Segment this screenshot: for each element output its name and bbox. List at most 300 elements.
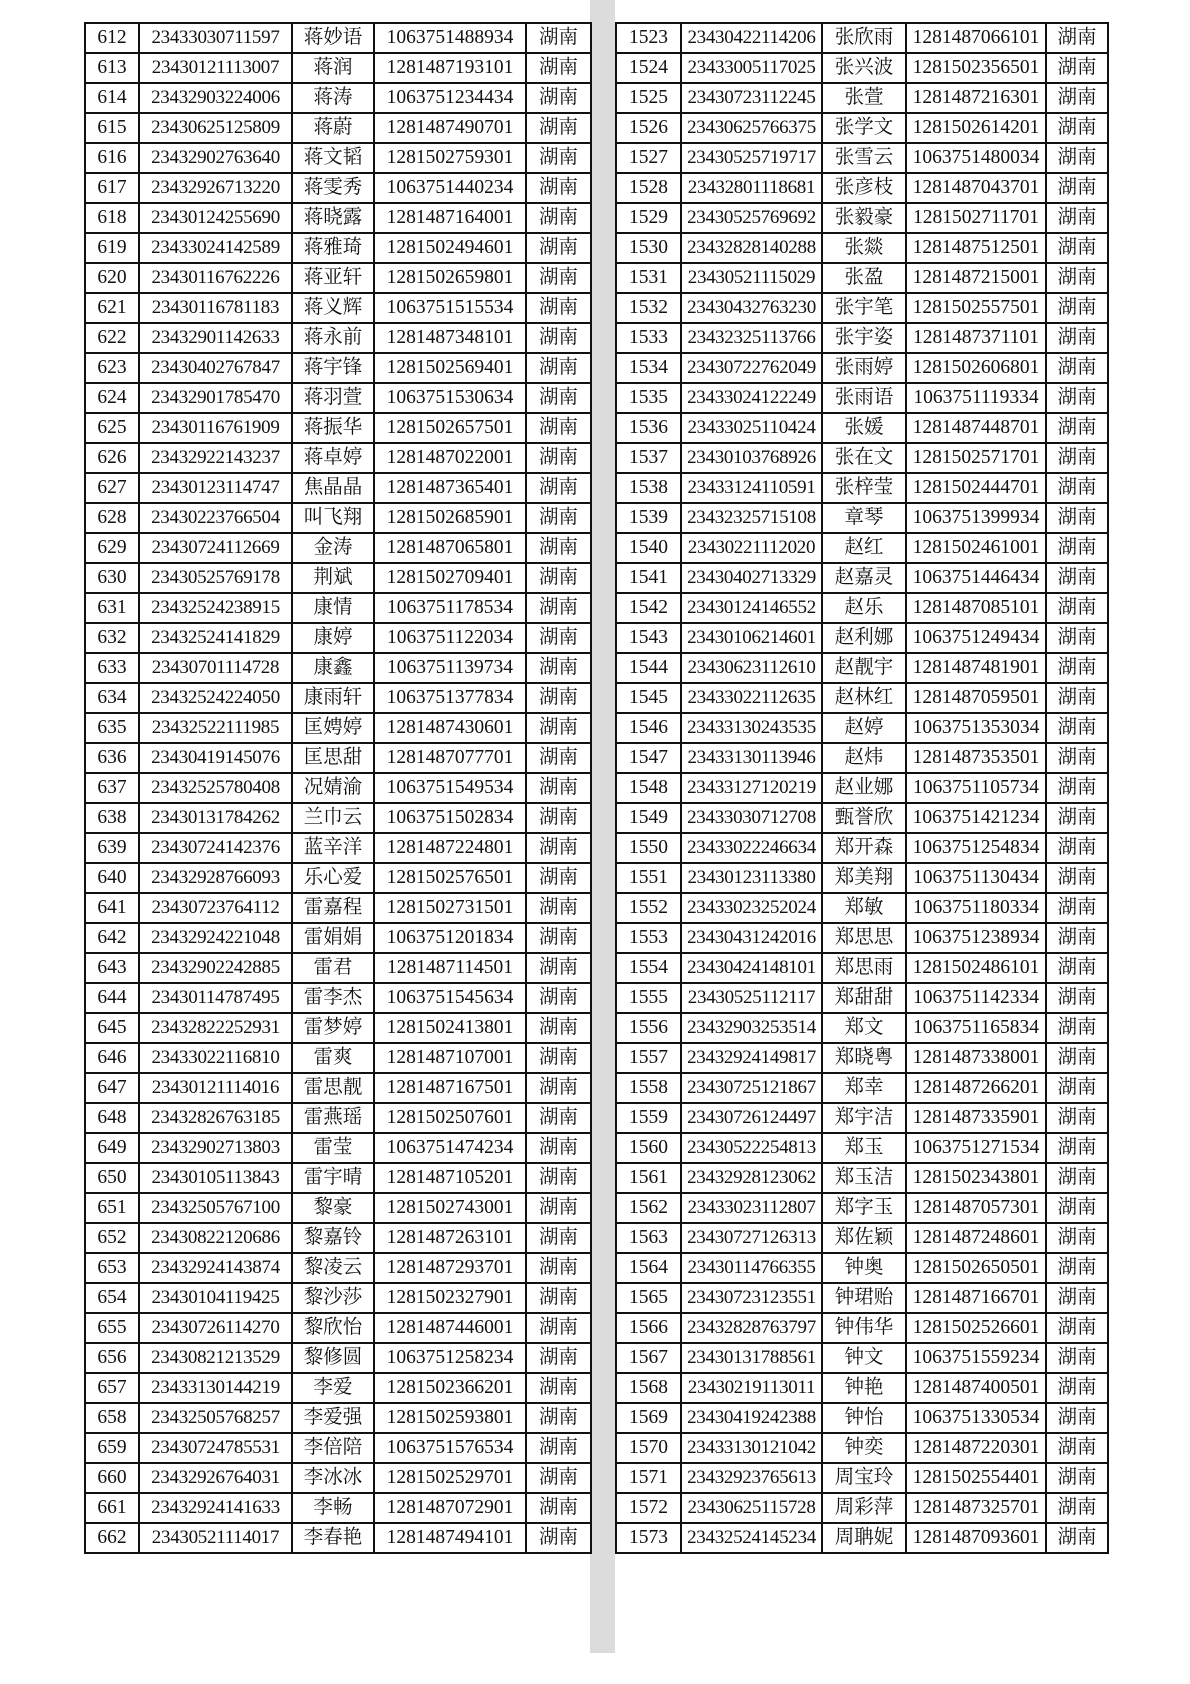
student-name-cell: 郑开森 — [822, 833, 906, 863]
province-cell: 湖南 — [1046, 353, 1108, 383]
table-row — [85, 743, 591, 773]
province-cell: 湖南 — [526, 533, 591, 563]
ticket-code-cell: 1281502413801 — [374, 1013, 526, 1043]
table-row — [616, 383, 1108, 413]
table-row — [85, 113, 591, 143]
exam-id-cell: 23430114766355 — [681, 1253, 822, 1283]
table-row — [85, 803, 591, 833]
province-cell: 湖南 — [526, 473, 591, 503]
student-name-cell: 张兴波 — [822, 53, 906, 83]
exam-id-cell: 23430822120686 — [139, 1223, 292, 1253]
row-number-cell: 1534 — [616, 353, 681, 383]
ticket-code-cell: 1063751249434 — [906, 623, 1046, 653]
table-row — [616, 1463, 1108, 1493]
table-row — [85, 893, 591, 923]
student-name-cell: 郑宇洁 — [822, 1103, 906, 1133]
ticket-code-cell: 1063751142334 — [906, 983, 1046, 1013]
row-number-cell: 1524 — [616, 53, 681, 83]
row-number-cell: 636 — [85, 743, 139, 773]
exam-id-cell: 23432924143874 — [139, 1253, 292, 1283]
table-row — [85, 1253, 591, 1283]
exam-id-cell: 23433022246634 — [681, 833, 822, 863]
student-name-cell: 黎嘉铃 — [292, 1223, 374, 1253]
row-number-cell: 1560 — [616, 1133, 681, 1163]
exam-id-cell: 23430402767847 — [139, 353, 292, 383]
student-name-cell: 郑思雨 — [822, 953, 906, 983]
student-name-cell: 周宝玲 — [822, 1463, 906, 1493]
student-name-cell: 章琴 — [822, 503, 906, 533]
province-cell: 湖南 — [526, 683, 591, 713]
province-cell: 湖南 — [526, 803, 591, 833]
student-name-cell: 雷宇晴 — [292, 1163, 374, 1193]
table-row — [616, 773, 1108, 803]
row-number-cell: 655 — [85, 1313, 139, 1343]
province-cell: 湖南 — [1046, 893, 1108, 923]
province-cell: 湖南 — [526, 323, 591, 353]
province-cell: 湖南 — [1046, 383, 1108, 413]
table-row — [85, 413, 591, 443]
row-number-cell: 1557 — [616, 1043, 681, 1073]
student-name-cell: 张雨婷 — [822, 353, 906, 383]
table-row — [85, 1313, 591, 1343]
table-row — [85, 653, 591, 683]
province-cell: 湖南 — [1046, 1223, 1108, 1253]
student-name-cell: 雷燕瑶 — [292, 1103, 374, 1133]
row-number-cell: 619 — [85, 233, 139, 263]
province-cell: 湖南 — [526, 953, 591, 983]
province-cell: 湖南 — [526, 1283, 591, 1313]
ticket-code-cell: 1281487400501 — [906, 1373, 1046, 1403]
ticket-code-cell: 1281487293701 — [374, 1253, 526, 1283]
left-roster-table — [84, 22, 592, 1554]
table-row — [616, 1193, 1108, 1223]
student-name-cell: 康雨轩 — [292, 683, 374, 713]
table-row — [616, 833, 1108, 863]
province-cell: 湖南 — [526, 1223, 591, 1253]
student-name-cell: 李畅 — [292, 1493, 374, 1523]
province-cell: 湖南 — [526, 1463, 591, 1493]
province-cell: 湖南 — [526, 743, 591, 773]
row-number-cell: 1568 — [616, 1373, 681, 1403]
ticket-code-cell: 1281502759301 — [374, 143, 526, 173]
exam-id-cell: 23432926764031 — [139, 1463, 292, 1493]
exam-id-cell: 23430625766375 — [681, 113, 822, 143]
province-cell: 湖南 — [1046, 953, 1108, 983]
row-number-cell: 1536 — [616, 413, 681, 443]
ticket-code-cell: 1281502685901 — [374, 503, 526, 533]
row-number-cell: 615 — [85, 113, 139, 143]
table-row — [85, 923, 591, 953]
province-cell: 湖南 — [1046, 863, 1108, 893]
ticket-code-cell: 1281487215001 — [906, 263, 1046, 293]
ticket-code-cell: 1281502444701 — [906, 473, 1046, 503]
student-name-cell: 康婷 — [292, 623, 374, 653]
row-number-cell: 1554 — [616, 953, 681, 983]
exam-id-cell: 23430525769178 — [139, 563, 292, 593]
ticket-code-cell: 1281487193101 — [374, 53, 526, 83]
exam-id-cell: 23430424148101 — [681, 953, 822, 983]
student-name-cell: 蒋涛 — [292, 83, 374, 113]
table-row — [616, 1403, 1108, 1433]
ticket-code-cell: 1063751119334 — [906, 383, 1046, 413]
row-number-cell: 622 — [85, 323, 139, 353]
exam-id-cell: 23430124255690 — [139, 203, 292, 233]
student-name-cell: 钟怡 — [822, 1403, 906, 1433]
ticket-code-cell: 1281487430601 — [374, 713, 526, 743]
province-cell: 湖南 — [526, 53, 591, 83]
province-cell: 湖南 — [526, 1523, 591, 1553]
ticket-code-cell: 1281487494101 — [374, 1523, 526, 1553]
table-row — [616, 1163, 1108, 1193]
ticket-code-cell: 1281502576501 — [374, 863, 526, 893]
exam-id-cell: 23430821213529 — [139, 1343, 292, 1373]
ticket-code-cell: 1063751178534 — [374, 593, 526, 623]
row-number-cell: 1558 — [616, 1073, 681, 1103]
exam-id-cell: 23433023112807 — [681, 1193, 822, 1223]
ticket-code-cell: 1281487481901 — [906, 653, 1046, 683]
exam-id-cell: 23430419145076 — [139, 743, 292, 773]
table-row — [616, 983, 1108, 1013]
province-cell: 湖南 — [1046, 1343, 1108, 1373]
ticket-code-cell: 1281502461001 — [906, 533, 1046, 563]
student-name-cell: 雷娟娟 — [292, 923, 374, 953]
table-row — [85, 1163, 591, 1193]
exam-id-cell: 23432902713803 — [139, 1133, 292, 1163]
row-number-cell: 1535 — [616, 383, 681, 413]
table-row — [85, 173, 591, 203]
table-row — [616, 623, 1108, 653]
table-row — [616, 1283, 1108, 1313]
ticket-code-cell: 1281487371101 — [906, 323, 1046, 353]
student-name-cell: 郑字玉 — [822, 1193, 906, 1223]
right-table-body — [616, 23, 1108, 1553]
student-name-cell: 李爱 — [292, 1373, 374, 1403]
table-row — [85, 1373, 591, 1403]
student-name-cell: 匡思甜 — [292, 743, 374, 773]
exam-id-cell: 23432524145234 — [681, 1523, 822, 1553]
province-cell: 湖南 — [1046, 1403, 1108, 1433]
table-row — [616, 653, 1108, 683]
province-cell: 湖南 — [1046, 143, 1108, 173]
ticket-code-cell: 1281502569401 — [374, 353, 526, 383]
row-number-cell: 1553 — [616, 923, 681, 953]
exam-id-cell: 23430121114016 — [139, 1073, 292, 1103]
exam-id-cell: 23432928123062 — [681, 1163, 822, 1193]
table-row — [616, 923, 1108, 953]
ticket-code-cell: 1063751559234 — [906, 1343, 1046, 1373]
exam-id-cell: 23433022112635 — [681, 683, 822, 713]
exam-id-cell: 23430422114206 — [681, 23, 822, 53]
exam-id-cell: 23433130144219 — [139, 1373, 292, 1403]
student-name-cell: 张雪云 — [822, 143, 906, 173]
ticket-code-cell: 1281502507601 — [374, 1103, 526, 1133]
table-row — [616, 1313, 1108, 1343]
row-number-cell: 614 — [85, 83, 139, 113]
student-name-cell: 雷嘉程 — [292, 893, 374, 923]
exam-id-cell: 23432325113766 — [681, 323, 822, 353]
exam-id-cell: 23432524224050 — [139, 683, 292, 713]
exam-id-cell: 23432828140288 — [681, 233, 822, 263]
ticket-code-cell: 1281487167501 — [374, 1073, 526, 1103]
province-cell: 湖南 — [526, 1043, 591, 1073]
row-number-cell: 1529 — [616, 203, 681, 233]
province-cell: 湖南 — [526, 173, 591, 203]
exam-id-cell: 23433023252024 — [681, 893, 822, 923]
province-cell: 湖南 — [1046, 533, 1108, 563]
province-cell: 湖南 — [526, 1013, 591, 1043]
exam-id-cell: 23430103768926 — [681, 443, 822, 473]
exam-id-cell: 23430724142376 — [139, 833, 292, 863]
table-row — [85, 353, 591, 383]
student-name-cell: 蒋蔚 — [292, 113, 374, 143]
table-row — [85, 203, 591, 233]
student-name-cell: 张媛 — [822, 413, 906, 443]
row-number-cell: 624 — [85, 383, 139, 413]
exam-id-cell: 23433022116810 — [139, 1043, 292, 1073]
province-cell: 湖南 — [526, 293, 591, 323]
exam-id-cell: 23432926713220 — [139, 173, 292, 203]
exam-id-cell: 23430623112610 — [681, 653, 822, 683]
province-cell: 湖南 — [526, 233, 591, 263]
province-cell: 湖南 — [1046, 83, 1108, 113]
table-row — [616, 743, 1108, 773]
student-name-cell: 张宇笔 — [822, 293, 906, 323]
table-row — [85, 713, 591, 743]
row-number-cell: 631 — [85, 593, 139, 623]
student-name-cell: 赵婷 — [822, 713, 906, 743]
exam-id-cell: 23432524238915 — [139, 593, 292, 623]
province-cell: 湖南 — [1046, 983, 1108, 1013]
ticket-code-cell: 1281487335901 — [906, 1103, 1046, 1133]
province-cell: 湖南 — [1046, 593, 1108, 623]
row-number-cell: 1541 — [616, 563, 681, 593]
ticket-code-cell: 1281502571701 — [906, 443, 1046, 473]
ticket-code-cell: 1281502731501 — [374, 893, 526, 923]
student-name-cell: 蒋亚轩 — [292, 263, 374, 293]
table-row — [85, 983, 591, 1013]
row-number-cell: 621 — [85, 293, 139, 323]
table-row — [85, 1493, 591, 1523]
province-cell: 湖南 — [1046, 203, 1108, 233]
row-number-cell: 1559 — [616, 1103, 681, 1133]
province-cell: 湖南 — [1046, 1163, 1108, 1193]
exam-id-cell: 23432924221048 — [139, 923, 292, 953]
row-number-cell: 1570 — [616, 1433, 681, 1463]
student-name-cell: 钟伟华 — [822, 1313, 906, 1343]
student-name-cell: 蒋义辉 — [292, 293, 374, 323]
province-cell: 湖南 — [526, 1343, 591, 1373]
row-number-cell: 1563 — [616, 1223, 681, 1253]
exam-id-cell: 23432801118681 — [681, 173, 822, 203]
table-row — [616, 323, 1108, 353]
table-row — [85, 263, 591, 293]
exam-id-cell: 23432903253514 — [681, 1013, 822, 1043]
student-name-cell: 李倍陪 — [292, 1433, 374, 1463]
student-name-cell: 焦晶晶 — [292, 473, 374, 503]
exam-id-cell: 23430525112117 — [681, 983, 822, 1013]
student-name-cell: 张燚 — [822, 233, 906, 263]
ticket-code-cell: 1281487263101 — [374, 1223, 526, 1253]
ticket-code-cell: 1281502657501 — [374, 413, 526, 443]
table-row — [85, 143, 591, 173]
ticket-code-cell: 1281487248601 — [906, 1223, 1046, 1253]
province-cell: 湖南 — [1046, 623, 1108, 653]
province-cell: 湖南 — [526, 383, 591, 413]
row-number-cell: 1567 — [616, 1343, 681, 1373]
row-number-cell: 1562 — [616, 1193, 681, 1223]
student-name-cell: 康鑫 — [292, 653, 374, 683]
province-cell: 湖南 — [526, 1313, 591, 1343]
row-number-cell: 613 — [85, 53, 139, 83]
row-number-cell: 1531 — [616, 263, 681, 293]
student-name-cell: 蒋宇锋 — [292, 353, 374, 383]
student-name-cell: 赵炜 — [822, 743, 906, 773]
province-cell: 湖南 — [526, 1373, 591, 1403]
province-cell: 湖南 — [526, 1253, 591, 1283]
province-cell: 湖南 — [526, 1433, 591, 1463]
province-cell: 湖南 — [1046, 563, 1108, 593]
province-cell: 湖南 — [1046, 443, 1108, 473]
row-number-cell: 1571 — [616, 1463, 681, 1493]
table-row — [616, 803, 1108, 833]
student-name-cell: 张盈 — [822, 263, 906, 293]
row-number-cell: 1523 — [616, 23, 681, 53]
exam-id-cell: 23430104119425 — [139, 1283, 292, 1313]
student-name-cell: 蓝辛洋 — [292, 833, 374, 863]
province-cell: 湖南 — [1046, 1313, 1108, 1343]
exam-id-cell: 23432828763797 — [681, 1313, 822, 1343]
row-number-cell: 1565 — [616, 1283, 681, 1313]
row-number-cell: 650 — [85, 1163, 139, 1193]
row-number-cell: 1556 — [616, 1013, 681, 1043]
exam-id-cell: 23430105113843 — [139, 1163, 292, 1193]
table-row — [616, 953, 1108, 983]
province-cell: 湖南 — [1046, 1433, 1108, 1463]
ticket-code-cell: 1281487446001 — [374, 1313, 526, 1343]
student-name-cell: 雷李杰 — [292, 983, 374, 1013]
row-number-cell: 637 — [85, 773, 139, 803]
province-cell: 湖南 — [1046, 293, 1108, 323]
province-cell: 湖南 — [1046, 743, 1108, 773]
ticket-code-cell: 1281487065801 — [374, 533, 526, 563]
row-number-cell: 1533 — [616, 323, 681, 353]
exam-id-cell: 23432522111985 — [139, 713, 292, 743]
exam-id-cell: 23432922143237 — [139, 443, 292, 473]
student-name-cell: 赵靓宇 — [822, 653, 906, 683]
exam-id-cell: 23430726114270 — [139, 1313, 292, 1343]
table-row — [616, 353, 1108, 383]
ticket-code-cell: 1063751421234 — [906, 803, 1046, 833]
province-cell: 湖南 — [526, 1403, 591, 1433]
row-number-cell: 640 — [85, 863, 139, 893]
ticket-code-cell: 1281502486101 — [906, 953, 1046, 983]
exam-id-cell: 23430223766504 — [139, 503, 292, 533]
ticket-code-cell: 1063751330534 — [906, 1403, 1046, 1433]
student-name-cell: 张在文 — [822, 443, 906, 473]
student-name-cell: 周聃妮 — [822, 1523, 906, 1553]
province-cell: 湖南 — [1046, 1523, 1108, 1553]
province-cell: 湖南 — [1046, 413, 1108, 443]
row-number-cell: 658 — [85, 1403, 139, 1433]
row-number-cell: 645 — [85, 1013, 139, 1043]
ticket-code-cell: 1063751545634 — [374, 983, 526, 1013]
row-number-cell: 654 — [85, 1283, 139, 1313]
table-row — [616, 83, 1108, 113]
exam-id-cell: 23433024142589 — [139, 233, 292, 263]
row-number-cell: 647 — [85, 1073, 139, 1103]
exam-id-cell: 23430121113007 — [139, 53, 292, 83]
table-row — [85, 1043, 591, 1073]
page-gutter — [590, 0, 615, 1653]
ticket-code-cell: 1063751234434 — [374, 83, 526, 113]
exam-id-cell: 23430221112020 — [681, 533, 822, 563]
student-name-cell: 雷梦婷 — [292, 1013, 374, 1043]
exam-id-cell: 23430116762226 — [139, 263, 292, 293]
student-name-cell: 乐心爱 — [292, 863, 374, 893]
row-number-cell: 661 — [85, 1493, 139, 1523]
exam-id-cell: 23430124146552 — [681, 593, 822, 623]
ticket-code-cell: 1281487107001 — [374, 1043, 526, 1073]
row-number-cell: 662 — [85, 1523, 139, 1553]
table-row — [85, 323, 591, 353]
table-row — [616, 203, 1108, 233]
province-cell: 湖南 — [526, 653, 591, 683]
left-table-body — [85, 23, 591, 1553]
ticket-code-cell: 1063751105734 — [906, 773, 1046, 803]
student-name-cell: 甄誉欣 — [822, 803, 906, 833]
ticket-code-cell: 1063751165834 — [906, 1013, 1046, 1043]
table-row — [616, 293, 1108, 323]
row-number-cell: 612 — [85, 23, 139, 53]
table-row — [85, 833, 591, 863]
student-name-cell: 雷君 — [292, 953, 374, 983]
province-cell: 湖南 — [1046, 1073, 1108, 1103]
row-number-cell: 652 — [85, 1223, 139, 1253]
ticket-code-cell: 1063751530634 — [374, 383, 526, 413]
student-name-cell: 郑敏 — [822, 893, 906, 923]
student-name-cell: 郑佐颖 — [822, 1223, 906, 1253]
exam-id-cell: 23430724112669 — [139, 533, 292, 563]
ticket-code-cell: 1281487105201 — [374, 1163, 526, 1193]
table-row — [85, 443, 591, 473]
table-row — [85, 1223, 591, 1253]
table-row — [85, 1433, 591, 1463]
exam-id-cell: 23433124110591 — [681, 473, 822, 503]
ticket-code-cell: 1281487085101 — [906, 593, 1046, 623]
exam-id-cell: 23432524141829 — [139, 623, 292, 653]
province-cell: 湖南 — [1046, 1013, 1108, 1043]
ticket-code-cell: 1281487220301 — [906, 1433, 1046, 1463]
table-row — [85, 1013, 591, 1043]
province-cell: 湖南 — [526, 263, 591, 293]
table-row — [616, 1493, 1108, 1523]
province-cell: 湖南 — [1046, 113, 1108, 143]
exam-id-cell: 23430722762049 — [681, 353, 822, 383]
row-number-cell: 653 — [85, 1253, 139, 1283]
province-cell: 湖南 — [1046, 683, 1108, 713]
table-row — [616, 713, 1108, 743]
province-cell: 湖南 — [526, 863, 591, 893]
row-number-cell: 642 — [85, 923, 139, 953]
province-cell: 湖南 — [526, 1133, 591, 1163]
province-cell: 湖南 — [526, 1163, 591, 1193]
table-row — [85, 1463, 591, 1493]
ticket-code-cell: 1281502606801 — [906, 353, 1046, 383]
student-name-cell: 蒋润 — [292, 53, 374, 83]
table-row — [616, 113, 1108, 143]
row-number-cell: 644 — [85, 983, 139, 1013]
student-name-cell: 郑晓粤 — [822, 1043, 906, 1073]
